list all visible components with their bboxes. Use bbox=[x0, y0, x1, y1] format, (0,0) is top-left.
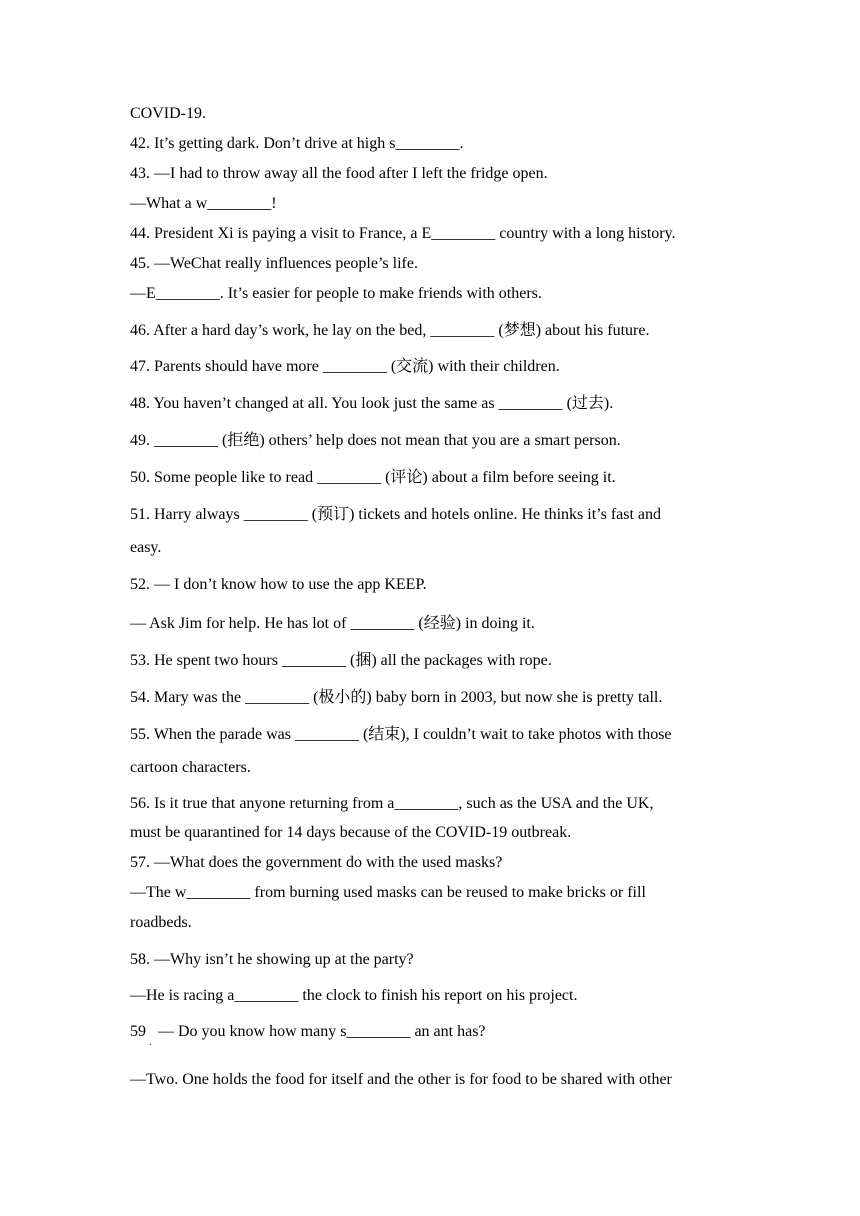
question-57: 57. —What does the government do with the used masks? bbox=[130, 854, 503, 871]
question-59-reply: —Two. One holds the food for itself and the other is for food to be shared with other bbox=[130, 1071, 672, 1088]
question-56: 56. Is it true that anyone returning from a________, such as the USA and the UK, bbox=[130, 795, 654, 812]
question-43: 43. —I had to throw away all the food after I left the fridge open. bbox=[130, 165, 548, 182]
question-57-reply: —The w________ from burning used masks can be reused to make bricks or fill bbox=[130, 884, 646, 901]
question-46: 46. After a hard day’s work, he lay on the bed, ________ (梦想) about his future. bbox=[130, 322, 650, 339]
question-45-reply: —E________. It’s easier for people to make friends with others. bbox=[130, 285, 542, 302]
question-56-cont: must be quarantined for 14 days because of the COVID-19 outbreak. bbox=[130, 824, 572, 841]
question-43-reply: —What a w________! bbox=[130, 195, 277, 212]
question-57-cont: roadbeds. bbox=[130, 914, 192, 931]
text-line: COVID-19. bbox=[130, 105, 206, 122]
question-52-reply: — Ask Jim for help. He has lot of ________ (经验) in doing it. bbox=[130, 615, 535, 632]
question-49: 49. ________ (拒绝) others’ help does not mean that you are a smart person. bbox=[130, 432, 621, 449]
question-55: 55. When the parade was ________ (结束), I couldn’t wait to take photos with those bbox=[130, 726, 672, 743]
question-55-cont: cartoon characters. bbox=[130, 759, 251, 776]
question-47: 47. Parents should have more ________ (交流) with their children. bbox=[130, 358, 560, 375]
question-58: 58. —Why isn’t he showing up at the party? bbox=[130, 951, 414, 968]
question-45: 45. —WeChat really influences people’s life. bbox=[130, 255, 418, 272]
question-59-dot: . bbox=[149, 1037, 152, 1048]
question-53: 53. He spent two hours ________ (捆) all the packages with rope. bbox=[130, 652, 552, 669]
question-58-reply: —He is racing a________ the clock to finish his report on his project. bbox=[130, 987, 578, 1004]
question-52: 52. — I don’t know how to use the app KEEP. bbox=[130, 576, 427, 593]
question-59: 59 — Do you know how many s________ an ant has? bbox=[130, 1023, 486, 1040]
question-42: 42. It’s getting dark. Don’t drive at high s________. bbox=[130, 135, 464, 152]
question-51-cont: easy. bbox=[130, 539, 162, 556]
question-48: 48. You haven’t changed at all. You look just the same as ________ (过去). bbox=[130, 395, 614, 412]
question-54: 54. Mary was the ________ (极小的) baby born in 2003, but now she is pretty tall. bbox=[130, 689, 663, 706]
question-50: 50. Some people like to read ________ (评论) about a film before seeing it. bbox=[130, 469, 616, 486]
question-51: 51. Harry always ________ (预订) tickets and hotels online. He thinks it’s fast and bbox=[130, 506, 662, 523]
question-44: 44. President Xi is paying a visit to France, a E________ country with a long history. bbox=[130, 225, 676, 242]
